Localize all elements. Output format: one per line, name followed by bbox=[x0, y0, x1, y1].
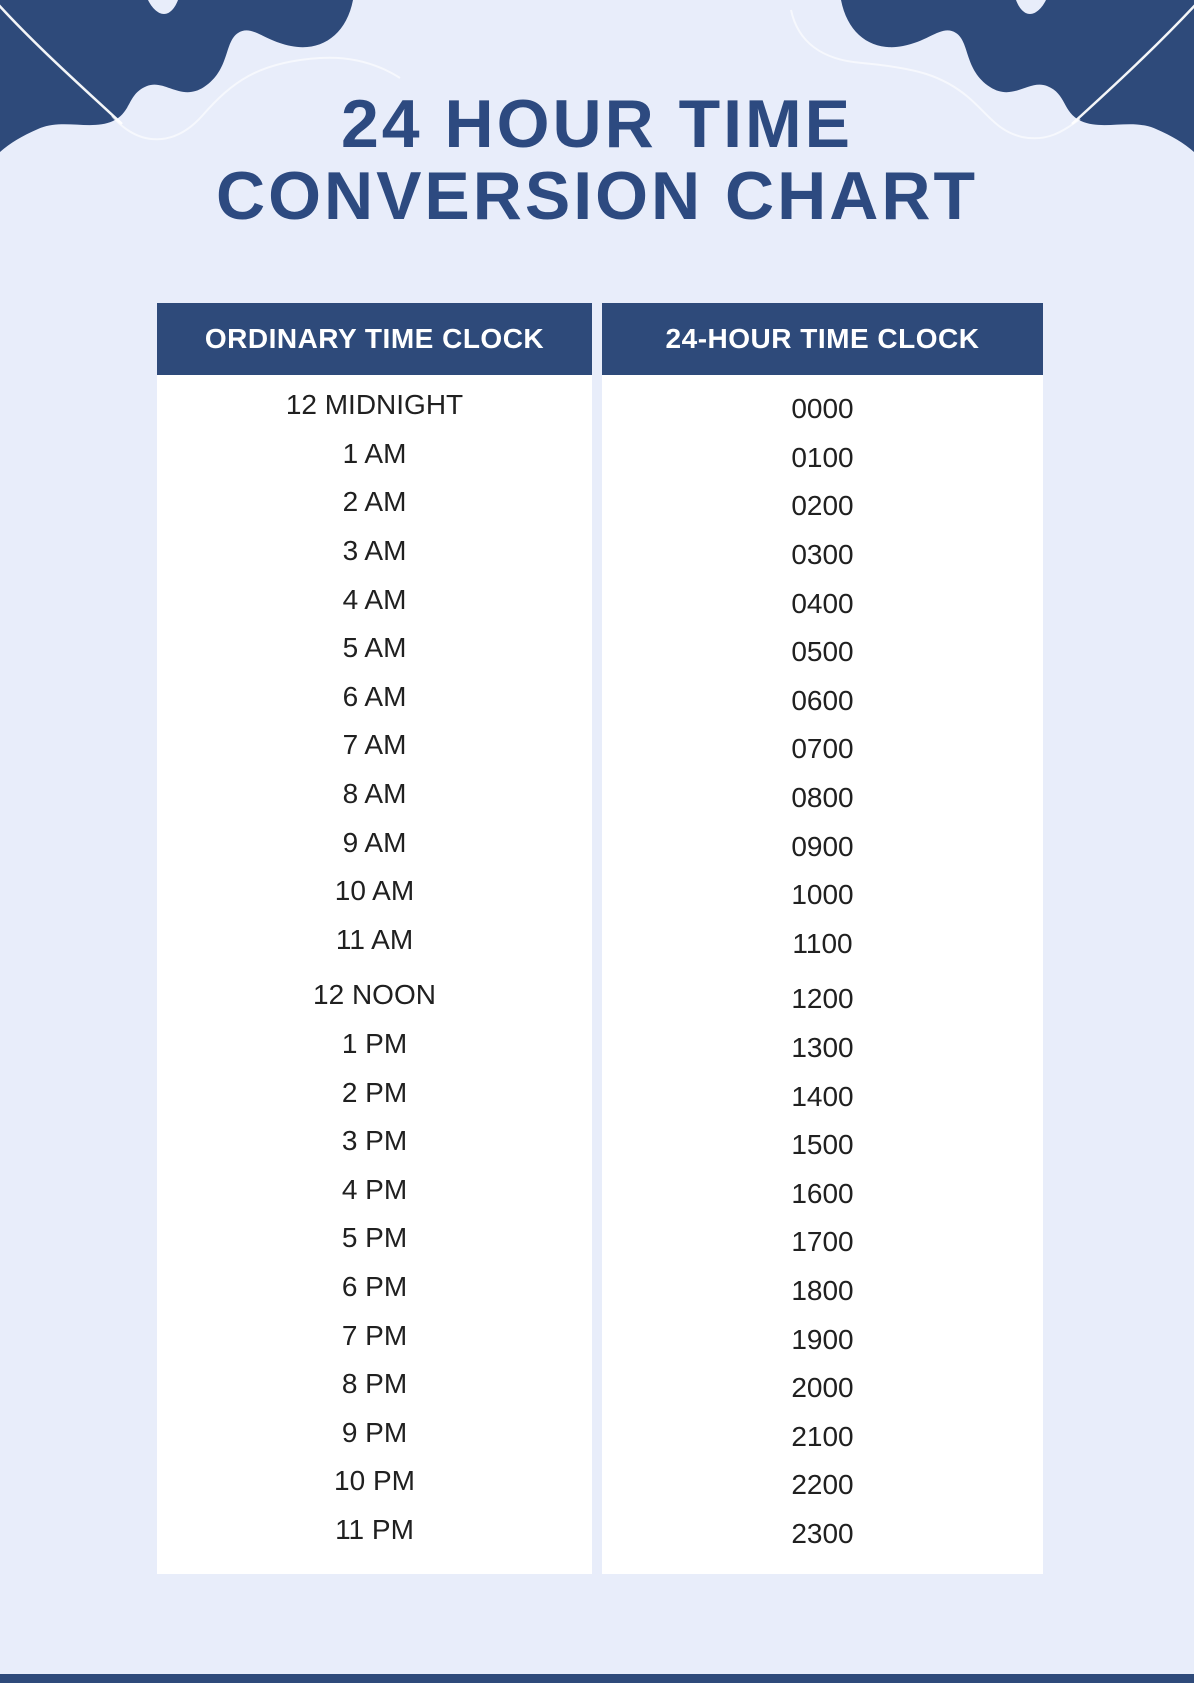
military-time-header: 24-HOUR TIME CLOCK bbox=[602, 303, 1043, 375]
ordinary-time-cell: 10 AM bbox=[334, 875, 415, 907]
military-time-cell: 1600 bbox=[791, 1177, 854, 1209]
military-time-cell: 0600 bbox=[791, 684, 854, 716]
military-time-cell: 2300 bbox=[791, 1517, 854, 1549]
military-time-body bbox=[602, 375, 1043, 1574]
military-time-cell: 1100 bbox=[792, 927, 853, 959]
ordinary-time-header: ORDINARY TIME CLOCK bbox=[157, 303, 592, 375]
ordinary-time-body bbox=[157, 375, 592, 1574]
page-title bbox=[0, 88, 1194, 232]
military-time-cell: 0500 bbox=[791, 636, 854, 668]
ordinary-time-cell: 11 AM bbox=[335, 923, 414, 955]
page-title-line1: 24 HOUR TIME bbox=[340, 86, 854, 162]
ordinary-time-cell: 1 PM bbox=[341, 1028, 408, 1060]
ordinary-time-cell: 6 PM bbox=[341, 1270, 408, 1302]
ordinary-time-cell: 3 AM bbox=[342, 535, 407, 567]
military-time-column bbox=[602, 303, 1043, 1574]
military-time-cell: 1700 bbox=[791, 1226, 854, 1258]
military-time-cell: 2000 bbox=[791, 1372, 854, 1404]
ordinary-time-cell: 2 PM bbox=[341, 1076, 408, 1108]
military-time-cell: 0000 bbox=[791, 393, 854, 425]
military-time-cell: 0700 bbox=[791, 733, 854, 765]
ordinary-time-cell: 8 PM bbox=[341, 1368, 408, 1400]
ordinary-time-cell: 4 AM bbox=[342, 583, 407, 615]
ordinary-time-cell: 12 NOON bbox=[313, 979, 436, 1011]
military-time-cell: 1800 bbox=[791, 1274, 854, 1306]
military-time-cell: 0100 bbox=[791, 441, 854, 473]
military-time-cell: 0300 bbox=[791, 539, 854, 571]
military-time-cell: 0200 bbox=[791, 490, 854, 522]
ordinary-time-cell: 10 PM bbox=[334, 1465, 415, 1497]
military-time-cell: 0800 bbox=[791, 782, 854, 814]
military-time-cell: 1200 bbox=[791, 983, 854, 1015]
military-time-cell: 1300 bbox=[791, 1032, 854, 1064]
page-title-line2: CONVERSION CHART bbox=[215, 158, 979, 234]
ordinary-time-cell: 4 PM bbox=[341, 1173, 408, 1205]
ordinary-time-column bbox=[157, 303, 592, 1574]
ordinary-time-cell: 2 AM bbox=[342, 486, 407, 518]
conversion-table bbox=[157, 303, 1043, 1574]
ordinary-time-cell: 6 AM bbox=[342, 680, 407, 712]
military-time-cell: 0900 bbox=[791, 830, 854, 862]
ordinary-time-cell: 5 PM bbox=[341, 1222, 408, 1254]
ordinary-time-cell: 7 PM bbox=[341, 1319, 408, 1351]
military-time-cell: 1900 bbox=[791, 1323, 854, 1355]
military-time-cell: 2100 bbox=[791, 1420, 854, 1452]
ordinary-time-cell: 3 PM bbox=[341, 1125, 408, 1157]
ordinary-time-cell: 9 AM bbox=[342, 826, 407, 858]
ordinary-time-cell: 9 PM bbox=[341, 1416, 408, 1448]
ordinary-time-cell: 11 PM bbox=[335, 1513, 414, 1545]
bottom-accent-bar bbox=[0, 1674, 1194, 1683]
ordinary-time-cell: 12 MIDNIGHT bbox=[285, 389, 464, 421]
military-time-cell: 2200 bbox=[791, 1469, 854, 1501]
military-time-cell: 1400 bbox=[791, 1080, 854, 1112]
ordinary-time-cell: 1 AM bbox=[342, 437, 407, 469]
military-time-cell: 1000 bbox=[791, 879, 854, 911]
ordinary-time-cell: 5 AM bbox=[342, 632, 407, 664]
ordinary-time-cell: 8 AM bbox=[342, 778, 407, 810]
ordinary-time-cell: 7 AM bbox=[342, 729, 407, 761]
military-time-cell: 1500 bbox=[791, 1129, 854, 1161]
military-time-cell: 0400 bbox=[791, 587, 854, 619]
